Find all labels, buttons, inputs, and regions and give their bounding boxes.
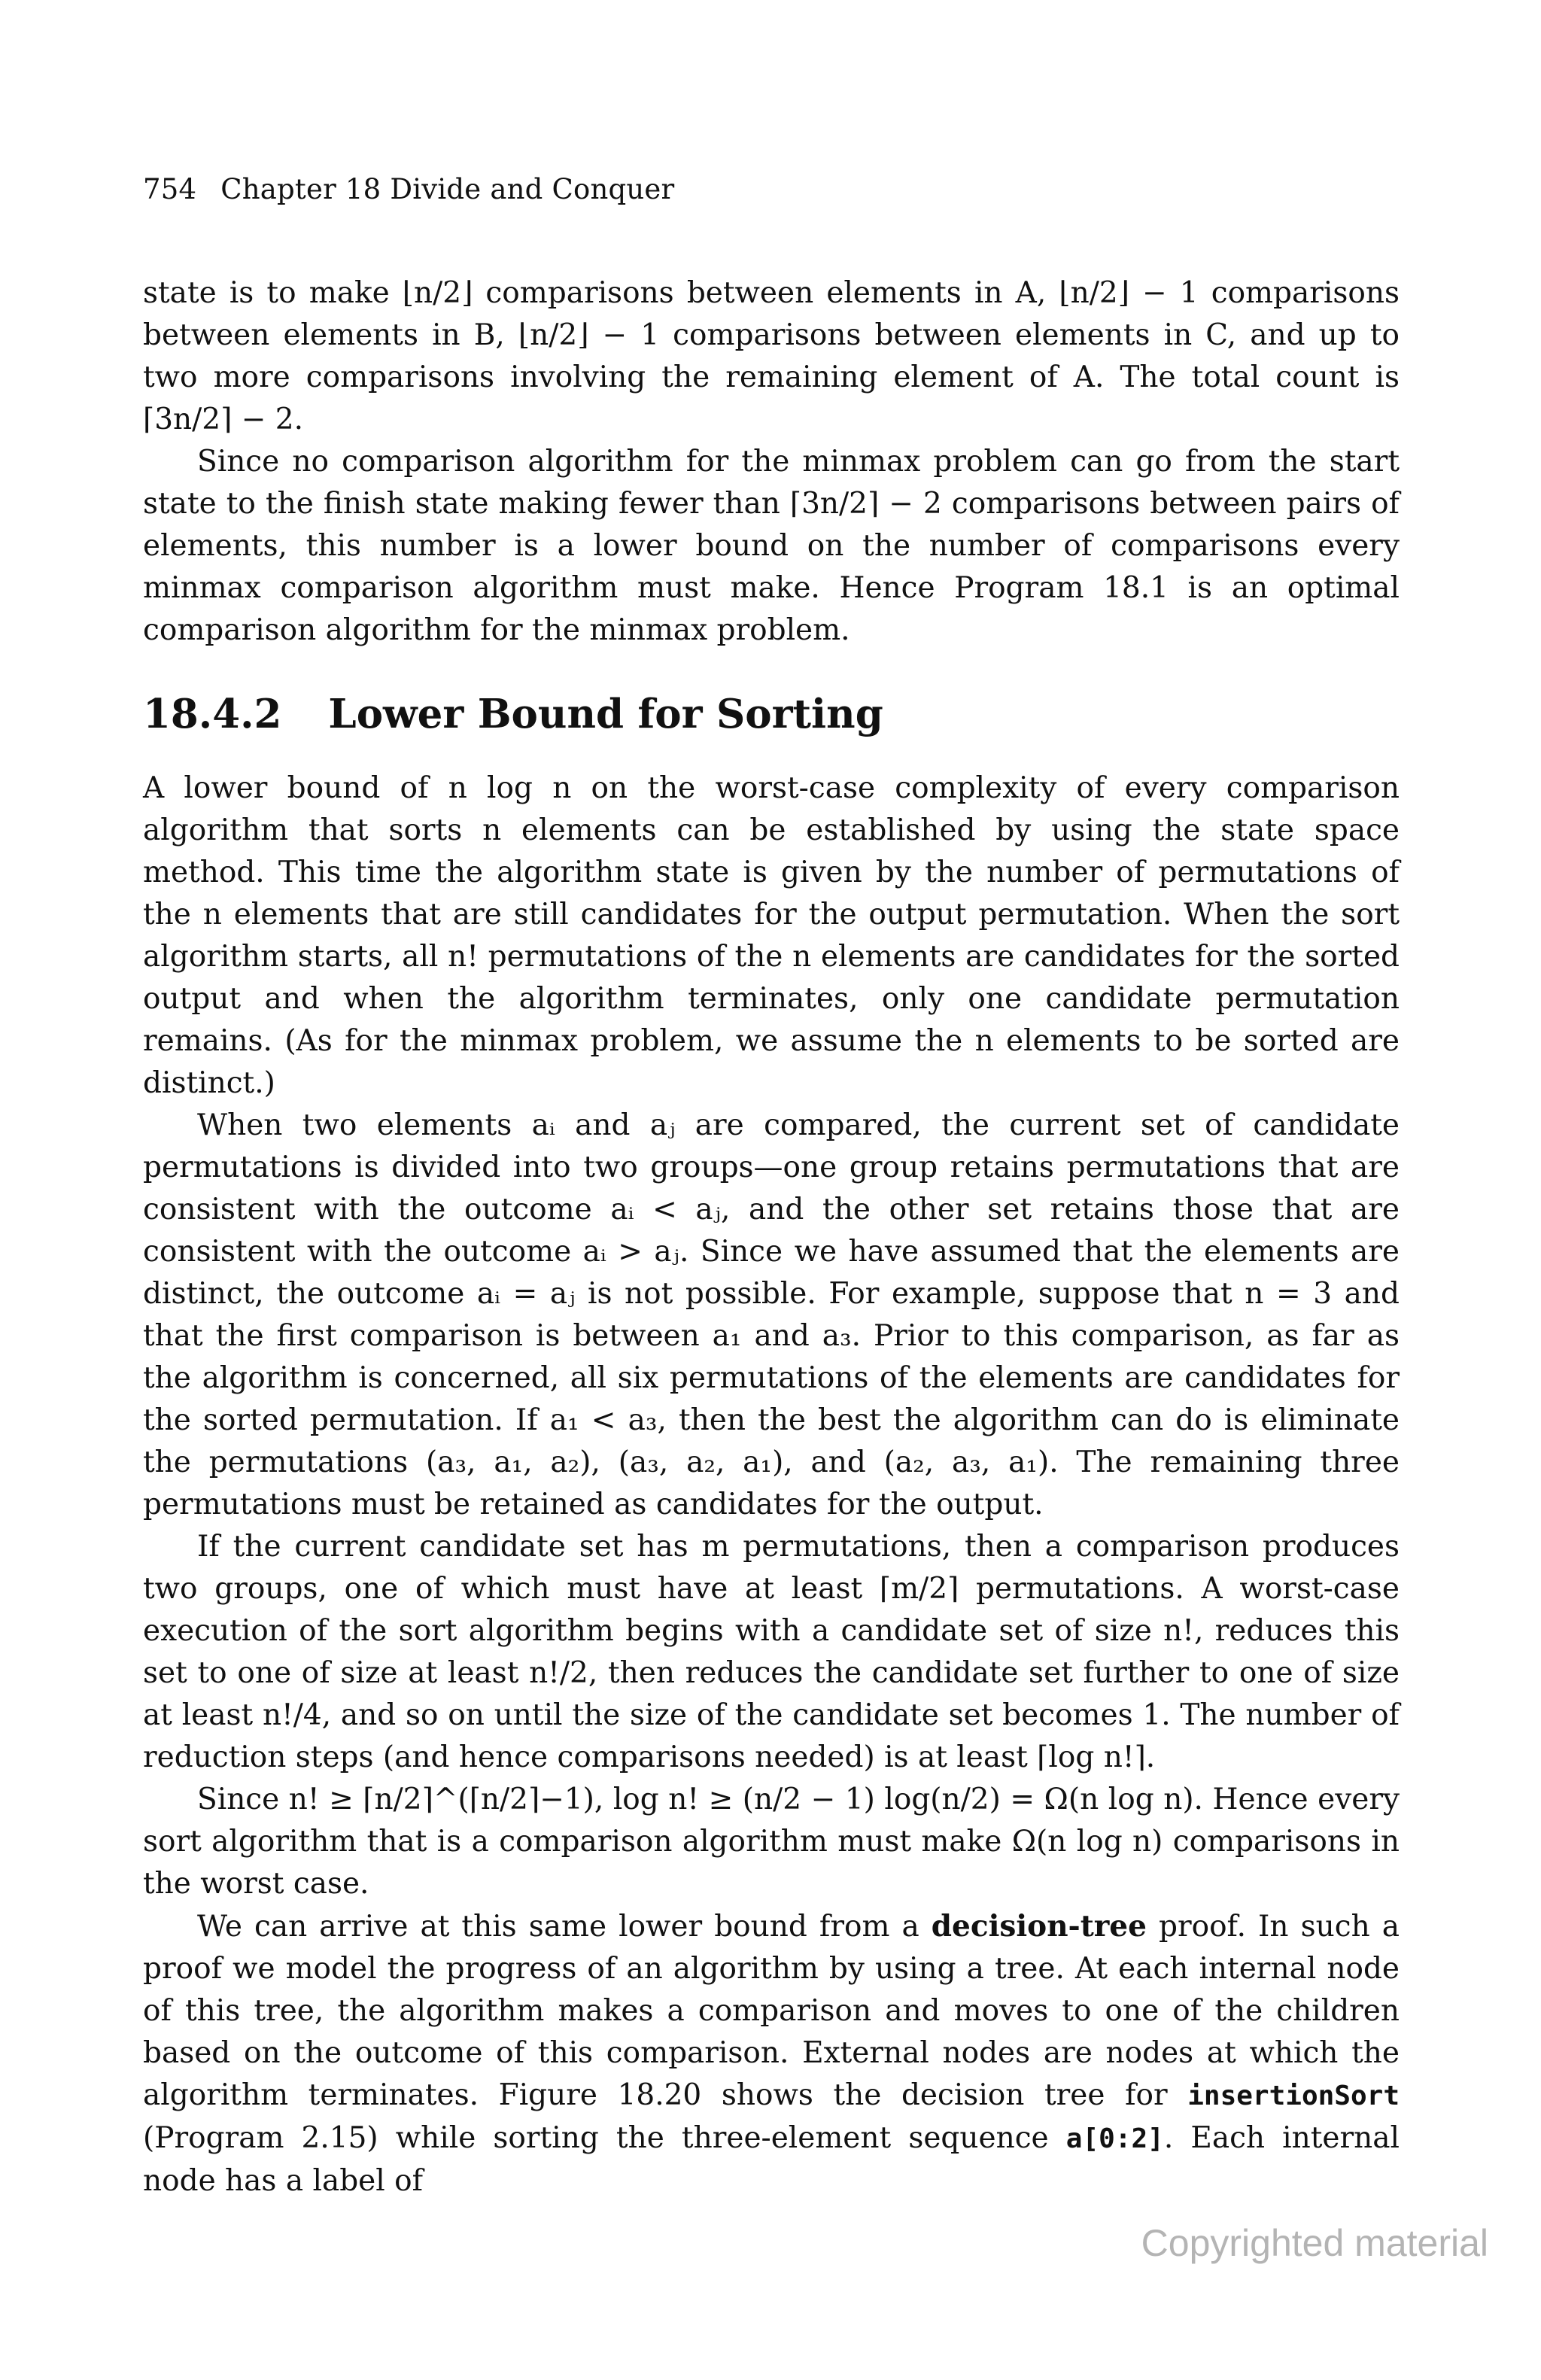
section-number: 18.4.2 (143, 691, 282, 737)
copyright-watermark: Copyrighted material (1141, 2222, 1488, 2264)
text-run: We can arrive at this same lower bound from a (197, 1910, 932, 1944)
paragraph: A lower bound of n log n on the worst-case complexity of every comparison algorithm that sorts n elements can be established by using the state space method. This time the algorithm state is given by the number of permutations of the n elements that are still candidates for the output permutation. When the sort algorithm starts, all n! permutations of the n elements are candidates for the sorted output and when the algorithm terminates, only one candidate permutation remains. (As for the minmax problem, we assume the n elements to be sorted are distinct.) (143, 771, 1400, 1100)
paragraph-decision-tree (143, 1905, 1400, 2202)
top-text-block (143, 272, 1400, 652)
term-decision-tree: decision-tree (931, 1909, 1147, 1944)
text-run: . Each internal node has a label of (143, 2121, 1400, 2198)
section-body (143, 767, 1400, 2202)
text-run: (Program 2.15) while sorting the three-element sequence (143, 2121, 1066, 2155)
paragraph: When two elements aᵢ and aⱼ are compared, the current set of candidate permutations is divided into two groups—one group retains permutations that are consistent with the outcome aᵢ < aⱼ, and the other set retains those that are consistent with the outcome aᵢ > aⱼ. Since we have assumed that the elements are distinct, the outcome aᵢ = aⱼ is not possible. For example, suppose that n = 3 and that the first comparison is between a₁ and a₃. Prior to this comparison, as far as the algorithm is concerned, all six permutations of the elements are candidates for the sorted permutation. If a₁ < a₃, then the best the algorithm can do is eliminate the permutations (a₃, a₁, a₂), (a₃, a₂, a₁), and (a₂, a₃, a₁). The remaining three permutations must be retained as candidates for the output. (143, 1108, 1400, 1521)
paragraph: Since no comparison algorithm for the minmax problem can go from the start state to the finish state making fewer than ⌈3n/2⌉ − 2 comparisons between pairs of elements, this number is a lower bound on the number of comparisons every minmax comparison algorithm must make. Hence Program 18.1 is an optimal comparison algorithm for the minmax problem. (143, 445, 1400, 647)
section-title: Lower Bound for Sorting (328, 691, 883, 737)
text-run: proof. In such a proof we model the progress of an algorithm by using a tree. At each internal node of this tree, the algorithm makes a comparison and moves to one of the children based on the outcome of this comparison. External nodes are nodes at which the algorithm terminates. Figure 18.20 shows the decision tree for (143, 1910, 1400, 2112)
code-array-slice: a[0:2] (1065, 2123, 1164, 2154)
paragraph: If the current candidate set has m permutations, then a comparison produces two groups, one of which must have at least ⌈m/2⌉ permutations. A worst-case execution of the sort algorithm begins with a candidate set of size n!, reduces this set to one of size at least n!/2, then reduces the candidate set further to one of size at least n!/4, and so on until the size of the candidate set becomes 1. The number of reduction steps (and hence comparisons needed) is at least ⌈log n!⌉. (143, 1530, 1400, 1774)
code-insertion-sort: insertionSort (1187, 2081, 1400, 2111)
page-header (143, 173, 674, 205)
section-heading (143, 691, 883, 737)
paragraph: Since n! ≥ ⌈n/2⌉^(⌈n/2⌉−1), log n! ≥ (n/2 − 1) log(n/2) = Ω(n log n). Hence every sort algorithm that is a comparison algorithm must make Ω(n log n) comparisons in the worst case. (143, 1783, 1400, 1901)
page-number: 754 (143, 173, 197, 205)
chapter-title: Chapter 18 Divide and Conquer (220, 173, 675, 205)
paragraph: state is to make ⌊n/2⌋ comparisons between elements in A, ⌊n/2⌋ − 1 comparisons between elements in B, ⌊n/2⌋ − 1 comparisons between elements in C, and up to two more comparisons involving the remaining element of A. The total count is ⌈3n/2⌉ − 2. (143, 276, 1400, 436)
